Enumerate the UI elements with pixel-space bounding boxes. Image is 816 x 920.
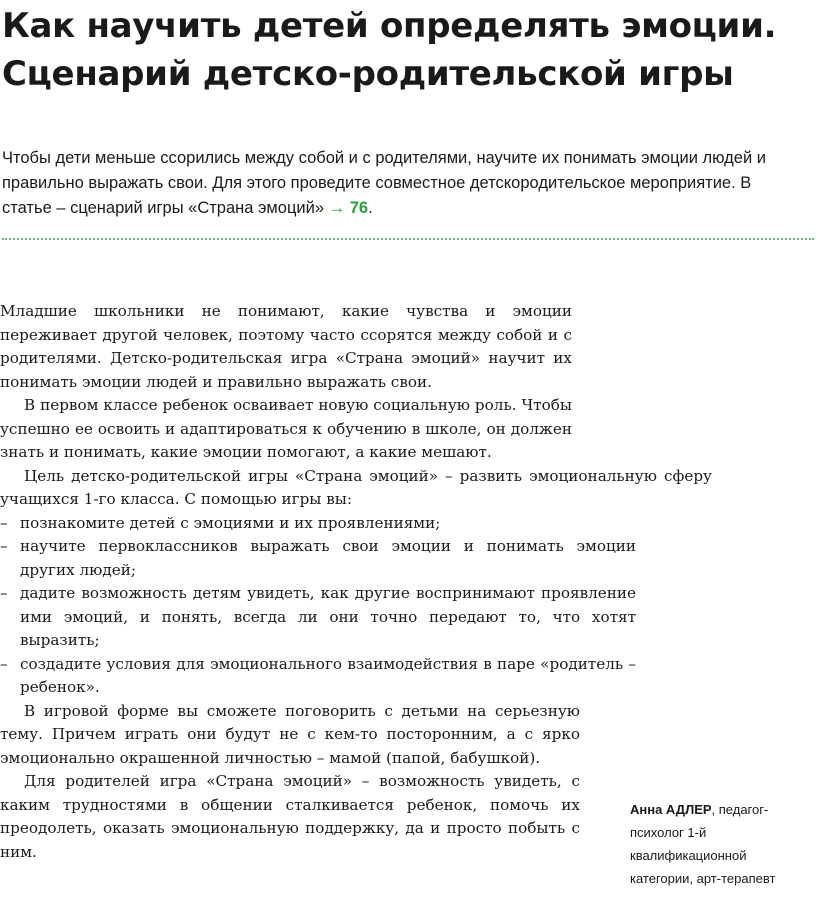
bullet-dash: – [0,584,8,602]
page-title [2,2,812,98]
list-item [0,535,636,582]
paragraph-5: Для родителей игра «Страна эмоций» – возможность увидеть, с каким трудностями в общении сталкивается ребенок, помочь их преодолеть, оказать эмоциональную поддержку, да и просто побыть с ним. [0,772,580,861]
list-item-text: дадите возможность детям увидеть, как другие воспринимают проявление ими эмоций, и понять, всегда ли они точно передают то, что хотят выразить; [20,584,636,649]
bullet-dash: – [0,537,8,555]
article-body [0,300,720,864]
bullet-dash: – [0,513,8,532]
list-item-text: научите первоклассников выражать свои эмоции и понимать эмоции других людей; [20,537,636,579]
paragraph-4: В игровой форме вы сможете поговорить с детьми на серьезную тему. Причем играть они будут не с кем-то посторонним, а с ярко эмоционально окрашенной личностью – мамой (папой, бабушкой). [0,701,580,767]
author-name: Анна АДЛЕР [630,802,712,817]
title-line-1: Как научить детей определять эмоции. [2,6,777,46]
paragraph-3: Цель детско-родительской игры «Страна эмоций» – развить эмоциональную сферу учащихся 1-го класса. С помощью игры вы: [0,466,712,508]
lead-end: . [368,199,373,217]
lead-text: Чтобы дети меньше ссорились между собой и с родителями, научите их понимать эмоции людей и правильно выражать свои. Для этого проведите совместное детскородительское мероприятие. В статье – сценарий игры «Страна эмоций» [2,149,767,217]
list-item [0,582,636,653]
lead-paragraph [2,146,802,221]
list-item [0,512,636,536]
paragraph-2: В первом классе ребенок осваивает новую социальную роль. Чтобы успешно ее освоить и адаптироваться к обучению в школе, он должен знать и понимать, какие эмоции помогают, а какие мешают. [0,396,572,461]
list-item-text: создадите условия для эмоционального взаимодействия в паре «родитель – ребенок». [20,654,636,696]
list-item-text: познакомите детей с эмоциями и их проявлениями; [20,513,441,532]
author-role: , педагог-психолог 1-й квалификационной категории, арт-терапевт [630,802,776,886]
arrow-right-icon: → [328,199,346,217]
paragraph-1: Младшие школьники не понимают, какие чувства и эмоции переживает другой человек, поэтому часто ссорятся между собой и с родителями. Детско-родительская игра «Страна эмоций» научит их понимать эмоции людей и правильно выражать свои. [0,302,572,391]
dotted-divider [2,238,814,240]
page-reference-link[interactable]: 76 [349,199,369,217]
title-line-2: Сценарий детско-родительской игры [2,54,734,94]
bullet-dash: – [0,654,8,673]
author-credit [630,798,800,890]
list-item [0,653,636,700]
